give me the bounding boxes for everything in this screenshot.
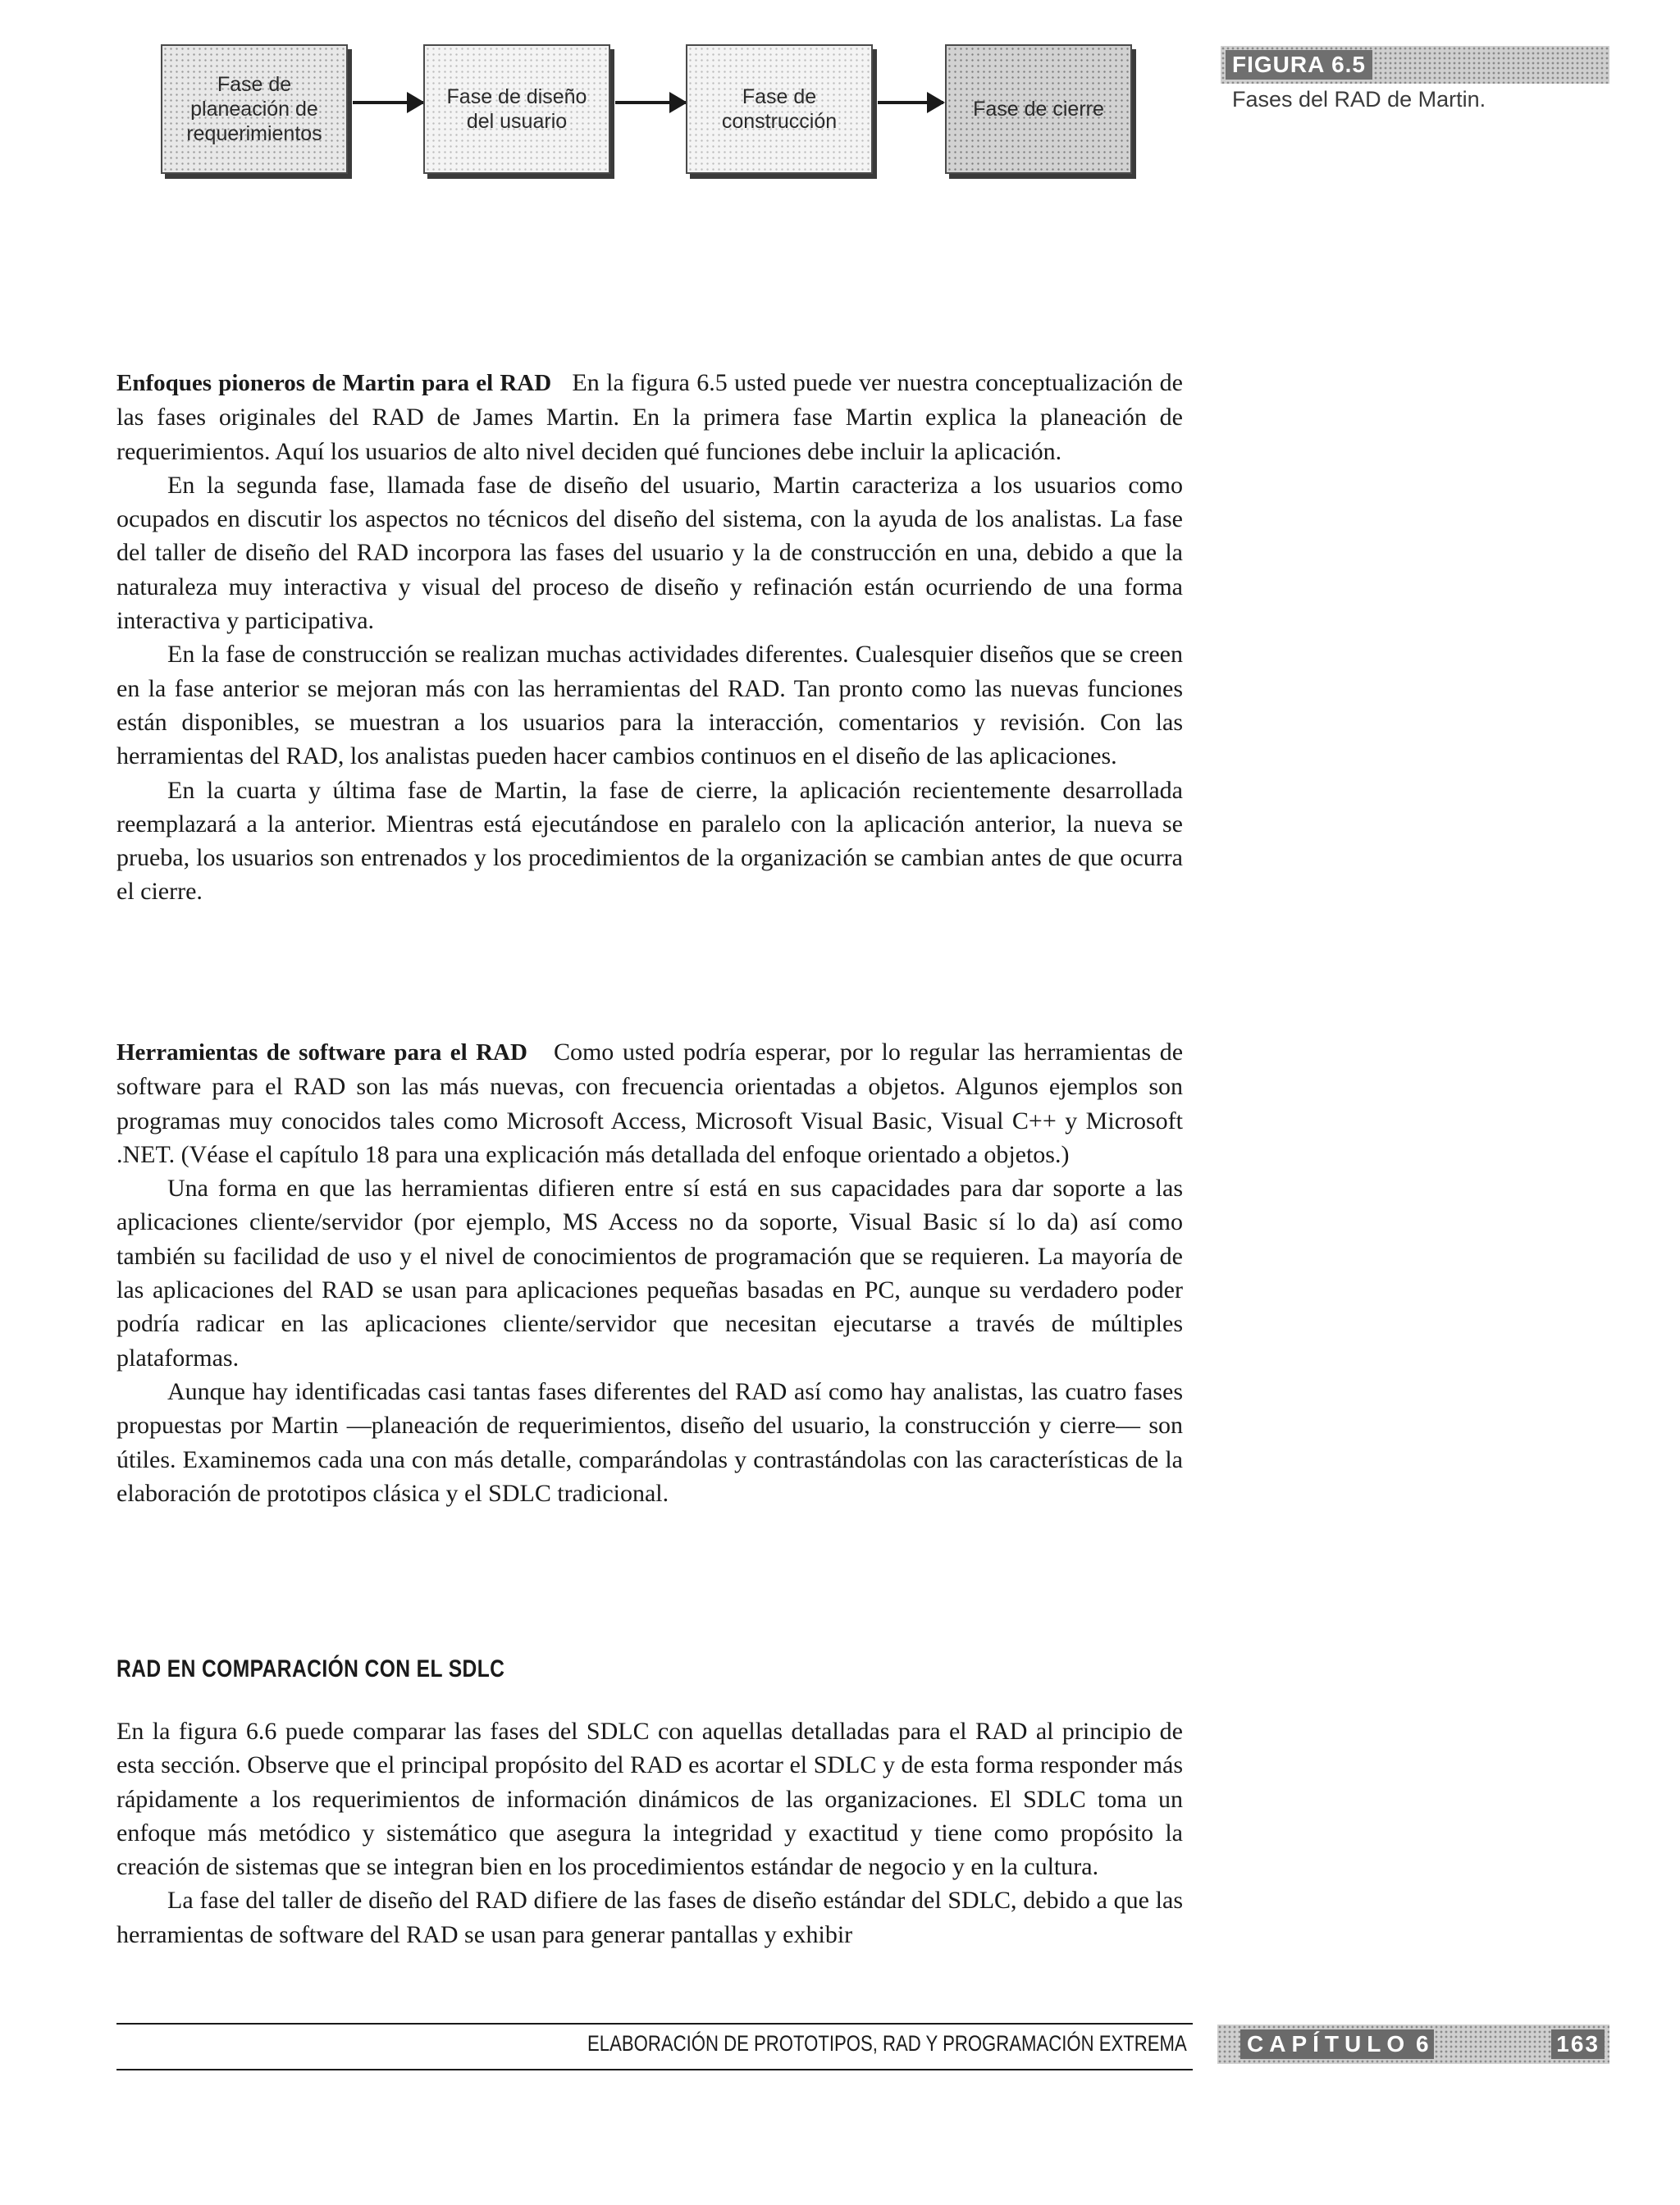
phase-box-diseno (423, 44, 610, 174)
arrow-icon (353, 101, 423, 104)
section-heading: RAD EN COMPARACIÓN CON EL SDLC (116, 1655, 505, 1682)
paragraph: La fase del taller de diseño del RAD difiere de las fases de diseño estándar del SDLC, debido a que las herramientas de software del RAD se usan para generar pantallas y exhibir (116, 1887, 1183, 1948)
phase-label: Fase de construcción (721, 85, 838, 133)
page-number: 163 (1551, 2029, 1605, 2059)
paragraph: En la fase de construcción se realizan muchas actividades diferentes. Cualesquier diseños que se creen en la fase anterior se mejoran más con las herramientas del RAD. Tan pronto como las nuevas funciones están disponibles, se muestran a los usuarios para la interacción, comentarios y revisión. Con las herramientas del RAD, los analistas pueden hacer cambios continuos en el diseño de las aplicaciones. (116, 641, 1183, 770)
arrow-icon (615, 101, 686, 104)
paragraph-text: Como usted podría esperar, por lo regular las herramientas de software para el RAD son las más nuevas, con frecuencia orientadas a objetos. Algunos ejemplos son programas muy conocidos tales como Microsoft Access, Microsoft Visual Basic, Visual C++ y Microsoft .NET. (Véase el capítulo 18 para una explicación más detallada del enfoque orientado a objetos.) (116, 1039, 1184, 1168)
phase-label: Fase de diseño del usuario (446, 85, 587, 133)
running-footer-title: ELABORACIÓN DE PROTOTIPOS, RAD Y PROGRAMACIÓN EXTREMA (587, 2031, 1187, 2056)
phase-box-cierre (945, 44, 1132, 174)
paragraph: En la figura 6.6 puede comparar las fases del SDLC con aquellas detalladas para el RAD al principio de esta sección. Observe que el principal propósito del RAD es acortar el SDLC y de esta forma responder más rápidamente a los requerimientos de información dinámicos de las organizaciones. El SDLC toma un enfoque más metódico y sistemático que asegura la integridad y exactitud y tiene como propósito la creación de sistemas que se integran bien en los procedimientos estándar de negocio y en la cultura. (116, 1718, 1183, 1881)
phase-box-construccion (686, 44, 873, 174)
footer-rule (116, 2069, 1193, 2070)
footer-rule (116, 2023, 1193, 2025)
figure-badge (1221, 46, 1609, 84)
section-herramientas-software (116, 1035, 1183, 1510)
chapter-label: CAPÍTULO (1240, 2029, 1417, 2059)
phase-label: Fase de cierre (973, 98, 1104, 121)
paragraph: Aunque hay identificadas casi tantas fases diferentes del RAD así como hay analistas, las cuatro fases propuestas por Martin —planeación de requerimientos, diseño del usuario, la construcción y cierre— son útiles. Examinemos cada una con más detalle, comparándolas y contrastándolas con las características de la elaboración de prototipos clásica y el SDLC tradicional. (116, 1377, 1183, 1507)
section-enfoques-pioneros (116, 366, 1183, 909)
chapter-number: 6 (1411, 2029, 1434, 2059)
figure-label: FIGURA 6.5 (1226, 50, 1372, 80)
figure-caption: Fases del RAD de Martin. (1232, 87, 1486, 112)
paragraph-text: En la figura 6.5 usted puede ver nuestra conceptualización de las fases originales del RAD de James Martin. En la primera fase Martin explica la planeación de requerimientos. Aquí los usuarios de alto nivel deciden qué funciones debe incluir la aplicación. (116, 369, 1183, 465)
paragraph: En la segunda fase, llamada fase de diseño del usuario, Martin caracteriza a los usuarios como ocupados en discutir los aspectos no técnicos del diseño del sistema, con la ayuda de los analistas. La fase del taller de diseño del RAD incorpora las fases del usuario y la de construcción en una, debido a que la naturaleza muy interactiva y visual del proceso de diseño y refinación están ocurriendo de una forma interactiva y participativa. (116, 471, 1183, 635)
run-in-heading: Herramientas de software para el RAD (116, 1039, 527, 1066)
paragraph: Una forma en que las herramientas difieren entre sí está en sus capacidades para dar soporte a las aplicaciones cliente/servidor (por ejemplo, MS Access no da soporte, Visual Basic sí lo da) así como también su facilidad de uso y el nivel de conocimientos de programación que se requieren. La mayoría de las aplicaciones del RAD se usan para aplicaciones pequeñas basadas en PC, aunque su verdadero poder podría radicar en las aplicaciones cliente/servidor que necesitan ejecutarse a través de múltiples plataformas. (116, 1175, 1183, 1372)
phase-box-planeacion (161, 44, 348, 174)
phase-label: Fase de planeación de requerimientos (186, 73, 322, 145)
chapter-badge (1217, 2025, 1609, 2064)
section-rad-vs-sdlc (116, 1714, 1183, 1952)
paragraph: En la cuarta y última fase de Martin, la fase de cierre, la aplicación recientemente desarrollada reemplazará a la anterior. Mientras está ejecutándose en paralelo con la aplicación anterior, la nueva se prueba, los usuarios son entrenados y los procedimientos de la organización se cambian antes de que ocurra el cierre. (116, 776, 1183, 906)
paragraph (116, 1035, 1183, 1171)
paragraph (116, 366, 1183, 468)
arrow-icon (878, 101, 943, 104)
run-in-heading: Enfoques pioneros de Martin para el RAD (116, 370, 552, 396)
